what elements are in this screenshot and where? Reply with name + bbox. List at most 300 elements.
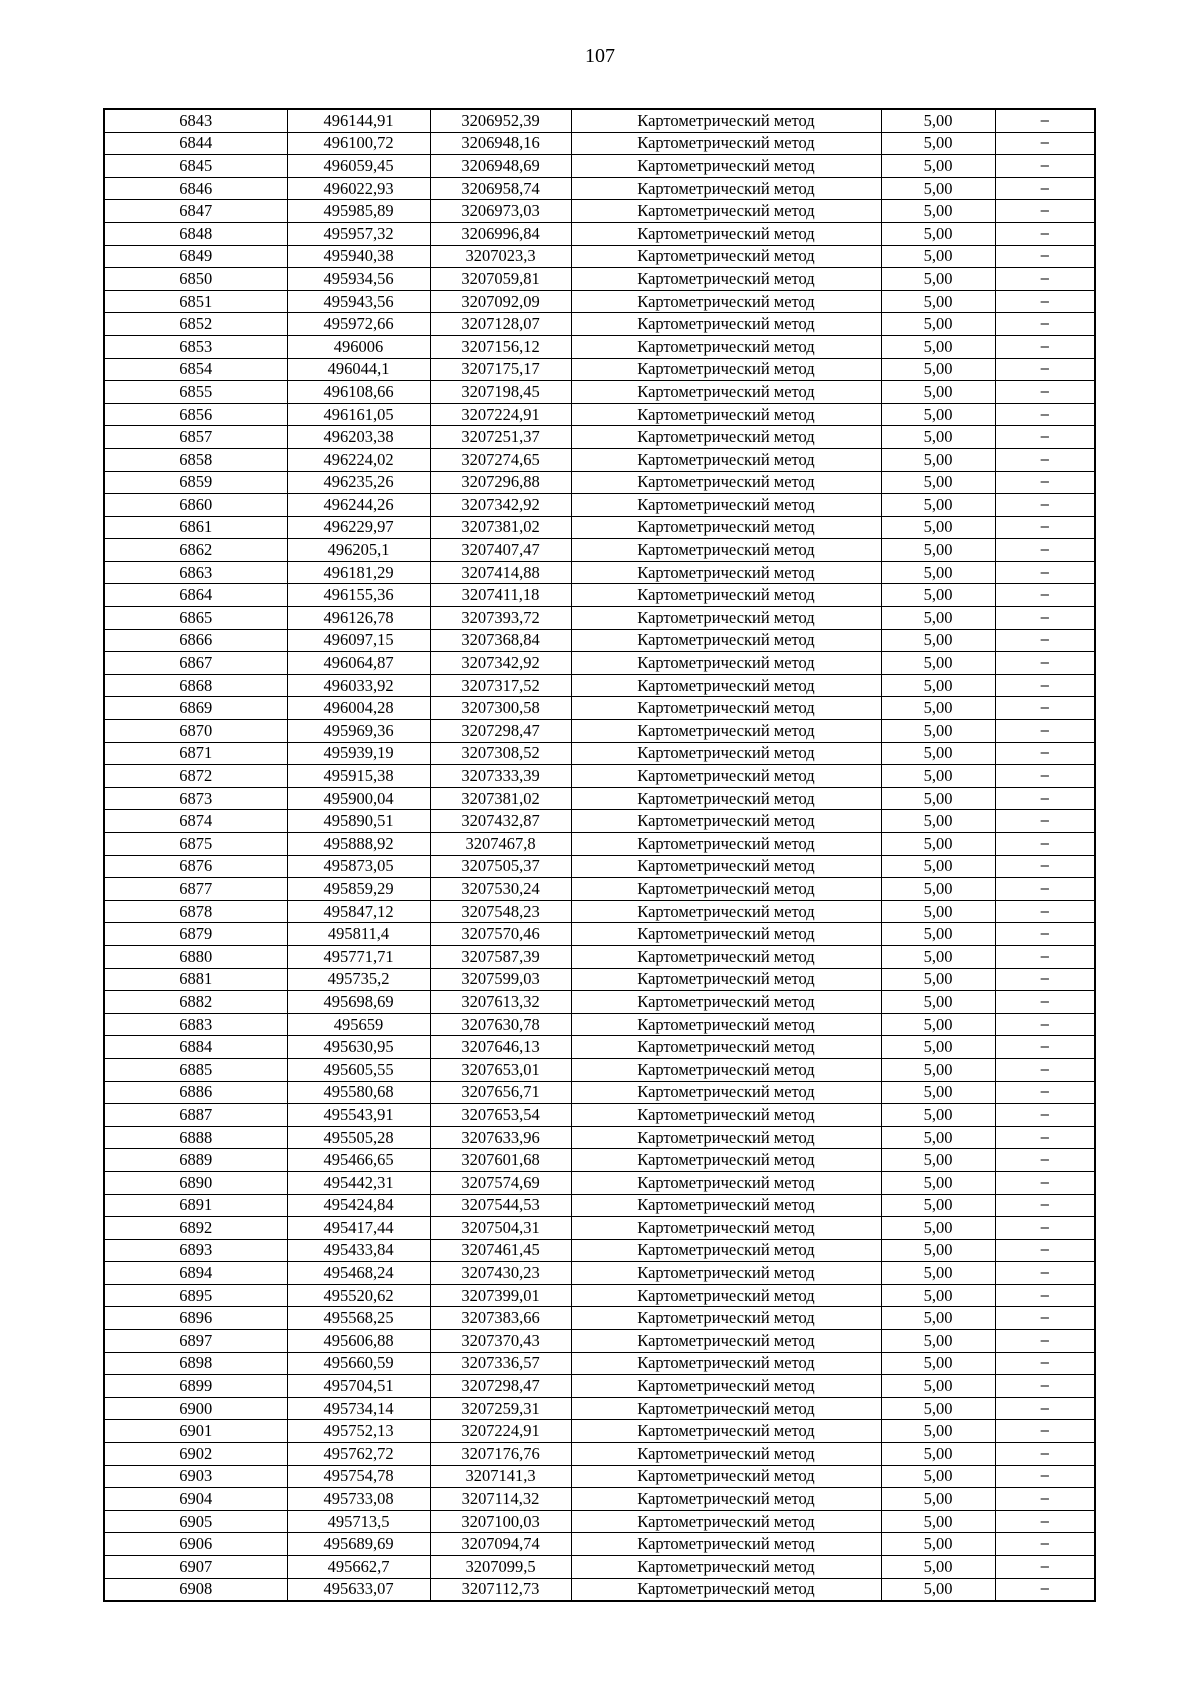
description-cell: – <box>995 1149 1095 1172</box>
table-row <box>104 1352 1095 1375</box>
method-cell: Картометрический метод <box>571 1307 881 1330</box>
method-cell: Картометрический метод <box>571 878 881 901</box>
x-coordinate-cell: 496144,91 <box>287 109 430 132</box>
x-coordinate-cell: 496229,97 <box>287 516 430 539</box>
accuracy-cell: 5,00 <box>881 1149 995 1172</box>
point-number-cell: 6883 <box>104 1013 287 1036</box>
table-row <box>104 222 1095 245</box>
x-coordinate-cell: 495940,38 <box>287 245 430 268</box>
point-number-cell: 6886 <box>104 1081 287 1104</box>
table-row <box>104 810 1095 833</box>
table-row <box>104 1465 1095 1488</box>
method-cell: Картометрический метод <box>571 471 881 494</box>
point-number-cell: 6888 <box>104 1126 287 1149</box>
description-cell: – <box>995 1533 1095 1556</box>
point-number-cell: 6875 <box>104 833 287 856</box>
table-row <box>104 1375 1095 1398</box>
method-cell: Картометрический метод <box>571 1556 881 1579</box>
y-coordinate-cell: 3207092,09 <box>430 290 571 313</box>
point-number-cell: 6889 <box>104 1149 287 1172</box>
y-coordinate-cell: 3207383,66 <box>430 1307 571 1330</box>
point-number-cell: 6873 <box>104 787 287 810</box>
method-cell: Картометрический метод <box>571 245 881 268</box>
method-cell: Картометрический метод <box>571 1104 881 1127</box>
point-number-cell: 6870 <box>104 720 287 743</box>
accuracy-cell: 5,00 <box>881 674 995 697</box>
table-row <box>104 268 1095 291</box>
description-cell: – <box>995 403 1095 426</box>
x-coordinate-cell: 496006 <box>287 335 430 358</box>
description-cell: – <box>995 1104 1095 1127</box>
y-coordinate-cell: 3207274,65 <box>430 448 571 471</box>
accuracy-cell: 5,00 <box>881 1239 995 1262</box>
point-number-cell: 6854 <box>104 358 287 381</box>
table-row <box>104 584 1095 607</box>
point-number-cell: 6852 <box>104 313 287 336</box>
method-cell: Картометрический метод <box>571 991 881 1014</box>
x-coordinate-cell: 495713,5 <box>287 1510 430 1533</box>
table-row <box>104 629 1095 652</box>
method-cell: Картометрический метод <box>571 674 881 697</box>
x-coordinate-cell: 496044,1 <box>287 358 430 381</box>
description-cell: – <box>995 471 1095 494</box>
method-cell: Картометрический метод <box>571 1397 881 1420</box>
x-coordinate-cell: 495468,24 <box>287 1262 430 1285</box>
method-cell: Картометрический метод <box>571 810 881 833</box>
y-coordinate-cell: 3207381,02 <box>430 516 571 539</box>
description-cell: – <box>995 245 1095 268</box>
accuracy-cell: 5,00 <box>881 900 995 923</box>
description-cell: – <box>995 1420 1095 1443</box>
point-number-cell: 6904 <box>104 1488 287 1511</box>
accuracy-cell: 5,00 <box>881 1058 995 1081</box>
y-coordinate-cell: 3207432,87 <box>430 810 571 833</box>
point-number-cell: 6901 <box>104 1420 287 1443</box>
table-row <box>104 426 1095 449</box>
description-cell: – <box>995 629 1095 652</box>
x-coordinate-cell: 495704,51 <box>287 1375 430 1398</box>
table-row <box>104 290 1095 313</box>
table-row <box>104 132 1095 155</box>
x-coordinate-cell: 495972,66 <box>287 313 430 336</box>
point-number-cell: 6906 <box>104 1533 287 1556</box>
accuracy-cell: 5,00 <box>881 1465 995 1488</box>
x-coordinate-cell: 495735,2 <box>287 968 430 991</box>
table-row <box>104 1058 1095 1081</box>
description-cell: – <box>995 222 1095 245</box>
method-cell: Картометрический метод <box>571 200 881 223</box>
x-coordinate-cell: 495660,59 <box>287 1352 430 1375</box>
point-number-cell: 6876 <box>104 855 287 878</box>
y-coordinate-cell: 3207308,52 <box>430 742 571 765</box>
method-cell: Картометрический метод <box>571 1420 881 1443</box>
y-coordinate-cell: 3207544,53 <box>430 1194 571 1217</box>
table-row <box>104 1104 1095 1127</box>
x-coordinate-cell: 496126,78 <box>287 607 430 630</box>
point-number-cell: 6871 <box>104 742 287 765</box>
point-number-cell: 6902 <box>104 1443 287 1466</box>
accuracy-cell: 5,00 <box>881 607 995 630</box>
point-number-cell: 6856 <box>104 403 287 426</box>
y-coordinate-cell: 3206973,03 <box>430 200 571 223</box>
y-coordinate-cell: 3207548,23 <box>430 900 571 923</box>
y-coordinate-cell: 3207653,54 <box>430 1104 571 1127</box>
description-cell: – <box>995 516 1095 539</box>
method-cell: Картометрический метод <box>571 155 881 178</box>
point-number-cell: 6849 <box>104 245 287 268</box>
y-coordinate-cell: 3207094,74 <box>430 1533 571 1556</box>
y-coordinate-cell: 3207333,39 <box>430 765 571 788</box>
y-coordinate-cell: 3207587,39 <box>430 945 571 968</box>
y-coordinate-cell: 3207505,37 <box>430 855 571 878</box>
accuracy-cell: 5,00 <box>881 742 995 765</box>
x-coordinate-cell: 495698,69 <box>287 991 430 1014</box>
description-cell: – <box>995 968 1095 991</box>
x-coordinate-cell: 495689,69 <box>287 1533 430 1556</box>
table-row <box>104 697 1095 720</box>
table-row <box>104 968 1095 991</box>
description-cell: – <box>995 155 1095 178</box>
table-row <box>104 765 1095 788</box>
accuracy-cell: 5,00 <box>881 177 995 200</box>
table-row <box>104 991 1095 1014</box>
y-coordinate-cell: 3207224,91 <box>430 1420 571 1443</box>
y-coordinate-cell: 3207504,31 <box>430 1217 571 1240</box>
y-coordinate-cell: 3207128,07 <box>430 313 571 336</box>
description-cell: – <box>995 561 1095 584</box>
description-cell: – <box>995 810 1095 833</box>
description-cell: – <box>995 1194 1095 1217</box>
method-cell: Картометрический метод <box>571 607 881 630</box>
y-coordinate-cell: 3207599,03 <box>430 968 571 991</box>
table-row <box>104 1217 1095 1240</box>
point-number-cell: 6893 <box>104 1239 287 1262</box>
method-cell: Картометрический метод <box>571 561 881 584</box>
method-cell: Картометрический метод <box>571 652 881 675</box>
y-coordinate-cell: 3206948,69 <box>430 155 571 178</box>
x-coordinate-cell: 495943,56 <box>287 290 430 313</box>
method-cell: Картометрический метод <box>571 1013 881 1036</box>
point-number-cell: 6895 <box>104 1284 287 1307</box>
description-cell: – <box>995 1126 1095 1149</box>
description-cell: – <box>995 313 1095 336</box>
description-cell: – <box>995 652 1095 675</box>
table-row <box>104 335 1095 358</box>
x-coordinate-cell: 495662,7 <box>287 1556 430 1579</box>
description-cell: – <box>995 132 1095 155</box>
point-number-cell: 6899 <box>104 1375 287 1398</box>
point-number-cell: 6897 <box>104 1330 287 1353</box>
table-row <box>104 878 1095 901</box>
table-row <box>104 494 1095 517</box>
y-coordinate-cell: 3207099,5 <box>430 1556 571 1579</box>
table-row <box>104 720 1095 743</box>
x-coordinate-cell: 495433,84 <box>287 1239 430 1262</box>
method-cell: Картометрический метод <box>571 313 881 336</box>
x-coordinate-cell: 495859,29 <box>287 878 430 901</box>
point-number-cell: 6865 <box>104 607 287 630</box>
table-row <box>104 1262 1095 1285</box>
method-cell: Картометрический метод <box>571 1149 881 1172</box>
table-row <box>104 1013 1095 1036</box>
x-coordinate-cell: 496224,02 <box>287 448 430 471</box>
description-cell: – <box>995 268 1095 291</box>
x-coordinate-cell: 495605,55 <box>287 1058 430 1081</box>
accuracy-cell: 5,00 <box>881 1013 995 1036</box>
y-coordinate-cell: 3207601,68 <box>430 1149 571 1172</box>
table-row <box>104 313 1095 336</box>
table-row <box>104 1488 1095 1511</box>
description-cell: – <box>995 720 1095 743</box>
y-coordinate-cell: 3207530,24 <box>430 878 571 901</box>
point-number-cell: 6872 <box>104 765 287 788</box>
description-cell: – <box>995 1375 1095 1398</box>
description-cell: – <box>995 1217 1095 1240</box>
method-cell: Картометрический метод <box>571 1352 881 1375</box>
accuracy-cell: 5,00 <box>881 833 995 856</box>
point-number-cell: 6894 <box>104 1262 287 1285</box>
method-cell: Картометрический метод <box>571 1443 881 1466</box>
y-coordinate-cell: 3207570,46 <box>430 923 571 946</box>
x-coordinate-cell: 495424,84 <box>287 1194 430 1217</box>
y-coordinate-cell: 3207298,47 <box>430 720 571 743</box>
table-row <box>104 1307 1095 1330</box>
table-row <box>104 1126 1095 1149</box>
method-cell: Картометрический метод <box>571 968 881 991</box>
method-cell: Картометрический метод <box>571 765 881 788</box>
point-number-cell: 6892 <box>104 1217 287 1240</box>
x-coordinate-cell: 496097,15 <box>287 629 430 652</box>
description-cell: – <box>995 607 1095 630</box>
x-coordinate-cell: 495939,19 <box>287 742 430 765</box>
point-number-cell: 6881 <box>104 968 287 991</box>
description-cell: – <box>995 1352 1095 1375</box>
x-coordinate-cell: 496033,92 <box>287 674 430 697</box>
description-cell: – <box>995 448 1095 471</box>
x-coordinate-cell: 495520,62 <box>287 1284 430 1307</box>
method-cell: Картометрический метод <box>571 1578 881 1601</box>
x-coordinate-cell: 495888,92 <box>287 833 430 856</box>
x-coordinate-cell: 496235,26 <box>287 471 430 494</box>
y-coordinate-cell: 3207198,45 <box>430 381 571 404</box>
accuracy-cell: 5,00 <box>881 1578 995 1601</box>
accuracy-cell: 5,00 <box>881 1081 995 1104</box>
table-row <box>104 652 1095 675</box>
x-coordinate-cell: 495873,05 <box>287 855 430 878</box>
point-number-cell: 6890 <box>104 1171 287 1194</box>
y-coordinate-cell: 3207381,02 <box>430 787 571 810</box>
x-coordinate-cell: 495633,07 <box>287 1578 430 1601</box>
y-coordinate-cell: 3207141,3 <box>430 1465 571 1488</box>
y-coordinate-cell: 3207175,17 <box>430 358 571 381</box>
method-cell: Картометрический метод <box>571 1217 881 1240</box>
point-number-cell: 6846 <box>104 177 287 200</box>
x-coordinate-cell: 495580,68 <box>287 1081 430 1104</box>
method-cell: Картометрический метод <box>571 833 881 856</box>
table-row <box>104 945 1095 968</box>
y-coordinate-cell: 3207613,32 <box>430 991 571 1014</box>
point-number-cell: 6844 <box>104 132 287 155</box>
method-cell: Картометрический метод <box>571 1036 881 1059</box>
method-cell: Картометрический метод <box>571 1194 881 1217</box>
accuracy-cell: 5,00 <box>881 855 995 878</box>
description-cell: – <box>995 1397 1095 1420</box>
table-row <box>104 1556 1095 1579</box>
table-row <box>104 923 1095 946</box>
method-cell: Картометрический метод <box>571 1465 881 1488</box>
point-number-cell: 6869 <box>104 697 287 720</box>
accuracy-cell: 5,00 <box>881 810 995 833</box>
accuracy-cell: 5,00 <box>881 335 995 358</box>
accuracy-cell: 5,00 <box>881 968 995 991</box>
description-cell: – <box>995 1510 1095 1533</box>
point-number-cell: 6861 <box>104 516 287 539</box>
point-number-cell: 6891 <box>104 1194 287 1217</box>
point-number-cell: 6864 <box>104 584 287 607</box>
accuracy-cell: 5,00 <box>881 652 995 675</box>
table-row <box>104 200 1095 223</box>
x-coordinate-cell: 495466,65 <box>287 1149 430 1172</box>
accuracy-cell: 5,00 <box>881 1443 995 1466</box>
description-cell: – <box>995 109 1095 132</box>
x-coordinate-cell: 495771,71 <box>287 945 430 968</box>
y-coordinate-cell: 3207224,91 <box>430 403 571 426</box>
accuracy-cell: 5,00 <box>881 1352 995 1375</box>
x-coordinate-cell: 495900,04 <box>287 787 430 810</box>
description-cell: – <box>995 1556 1095 1579</box>
x-coordinate-cell: 495659 <box>287 1013 430 1036</box>
point-number-cell: 6860 <box>104 494 287 517</box>
method-cell: Картометрический метод <box>571 448 881 471</box>
point-number-cell: 6882 <box>104 991 287 1014</box>
description-cell: – <box>995 358 1095 381</box>
method-cell: Картометрический метод <box>571 1239 881 1262</box>
method-cell: Картометрический метод <box>571 516 881 539</box>
point-number-cell: 6847 <box>104 200 287 223</box>
table-row <box>104 1443 1095 1466</box>
method-cell: Картометрический метод <box>571 697 881 720</box>
description-cell: – <box>995 381 1095 404</box>
point-number-cell: 6908 <box>104 1578 287 1601</box>
point-number-cell: 6859 <box>104 471 287 494</box>
point-number-cell: 6879 <box>104 923 287 946</box>
x-coordinate-cell: 495442,31 <box>287 1171 430 1194</box>
x-coordinate-cell: 496059,45 <box>287 155 430 178</box>
x-coordinate-cell: 495985,89 <box>287 200 430 223</box>
method-cell: Картометрический метод <box>571 742 881 765</box>
point-number-cell: 6900 <box>104 1397 287 1420</box>
accuracy-cell: 5,00 <box>881 471 995 494</box>
x-coordinate-cell: 495568,25 <box>287 1307 430 1330</box>
table-row <box>104 787 1095 810</box>
accuracy-cell: 5,00 <box>881 268 995 291</box>
x-coordinate-cell: 496108,66 <box>287 381 430 404</box>
method-cell: Картометрический метод <box>571 1488 881 1511</box>
x-coordinate-cell: 495762,72 <box>287 1443 430 1466</box>
point-number-cell: 6843 <box>104 109 287 132</box>
x-coordinate-cell: 495733,08 <box>287 1488 430 1511</box>
accuracy-cell: 5,00 <box>881 200 995 223</box>
accuracy-cell: 5,00 <box>881 245 995 268</box>
y-coordinate-cell: 3206958,74 <box>430 177 571 200</box>
table-row <box>104 1194 1095 1217</box>
accuracy-cell: 5,00 <box>881 1488 995 1511</box>
y-coordinate-cell: 3207298,47 <box>430 1375 571 1398</box>
accuracy-cell: 5,00 <box>881 313 995 336</box>
accuracy-cell: 5,00 <box>881 629 995 652</box>
y-coordinate-cell: 3207059,81 <box>430 268 571 291</box>
x-coordinate-cell: 495969,36 <box>287 720 430 743</box>
description-cell: – <box>995 923 1095 946</box>
table-row <box>104 1036 1095 1059</box>
x-coordinate-cell: 496064,87 <box>287 652 430 675</box>
accuracy-cell: 5,00 <box>881 765 995 788</box>
y-coordinate-cell: 3207633,96 <box>430 1126 571 1149</box>
table-row <box>104 855 1095 878</box>
method-cell: Картометрический метод <box>571 403 881 426</box>
description-cell: – <box>995 1443 1095 1466</box>
accuracy-cell: 5,00 <box>881 991 995 1014</box>
accuracy-cell: 5,00 <box>881 1510 995 1533</box>
x-coordinate-cell: 496004,28 <box>287 697 430 720</box>
method-cell: Картометрический метод <box>571 494 881 517</box>
description-cell: – <box>995 177 1095 200</box>
x-coordinate-cell: 495752,13 <box>287 1420 430 1443</box>
method-cell: Картометрический метод <box>571 1330 881 1353</box>
point-number-cell: 6874 <box>104 810 287 833</box>
method-cell: Картометрический метод <box>571 1510 881 1533</box>
accuracy-cell: 5,00 <box>881 132 995 155</box>
description-cell: – <box>995 1058 1095 1081</box>
x-coordinate-cell: 495754,78 <box>287 1465 430 1488</box>
table-row <box>104 900 1095 923</box>
x-coordinate-cell: 495811,4 <box>287 923 430 946</box>
accuracy-cell: 5,00 <box>881 787 995 810</box>
point-number-cell: 6880 <box>104 945 287 968</box>
y-coordinate-cell: 3207393,72 <box>430 607 571 630</box>
description-cell: – <box>995 945 1095 968</box>
x-coordinate-cell: 495630,95 <box>287 1036 430 1059</box>
x-coordinate-cell: 495890,51 <box>287 810 430 833</box>
description-cell: – <box>995 200 1095 223</box>
description-cell: – <box>995 697 1095 720</box>
accuracy-cell: 5,00 <box>881 403 995 426</box>
table-row <box>104 381 1095 404</box>
description-cell: – <box>995 787 1095 810</box>
accuracy-cell: 5,00 <box>881 358 995 381</box>
x-coordinate-cell: 495957,32 <box>287 222 430 245</box>
table-row <box>104 1149 1095 1172</box>
accuracy-cell: 5,00 <box>881 290 995 313</box>
table-row <box>104 607 1095 630</box>
accuracy-cell: 5,00 <box>881 1262 995 1285</box>
method-cell: Картометрический метод <box>571 539 881 562</box>
table-row <box>104 833 1095 856</box>
description-cell: – <box>995 878 1095 901</box>
table-row <box>104 539 1095 562</box>
table-row <box>104 177 1095 200</box>
accuracy-cell: 5,00 <box>881 1330 995 1353</box>
table-row <box>104 358 1095 381</box>
accuracy-cell: 5,00 <box>881 923 995 946</box>
description-cell: – <box>995 900 1095 923</box>
y-coordinate-cell: 3207342,92 <box>430 652 571 675</box>
accuracy-cell: 5,00 <box>881 878 995 901</box>
method-cell: Картометрический метод <box>571 1058 881 1081</box>
method-cell: Картометрический метод <box>571 381 881 404</box>
description-cell: – <box>995 1171 1095 1194</box>
y-coordinate-cell: 3207430,23 <box>430 1262 571 1285</box>
